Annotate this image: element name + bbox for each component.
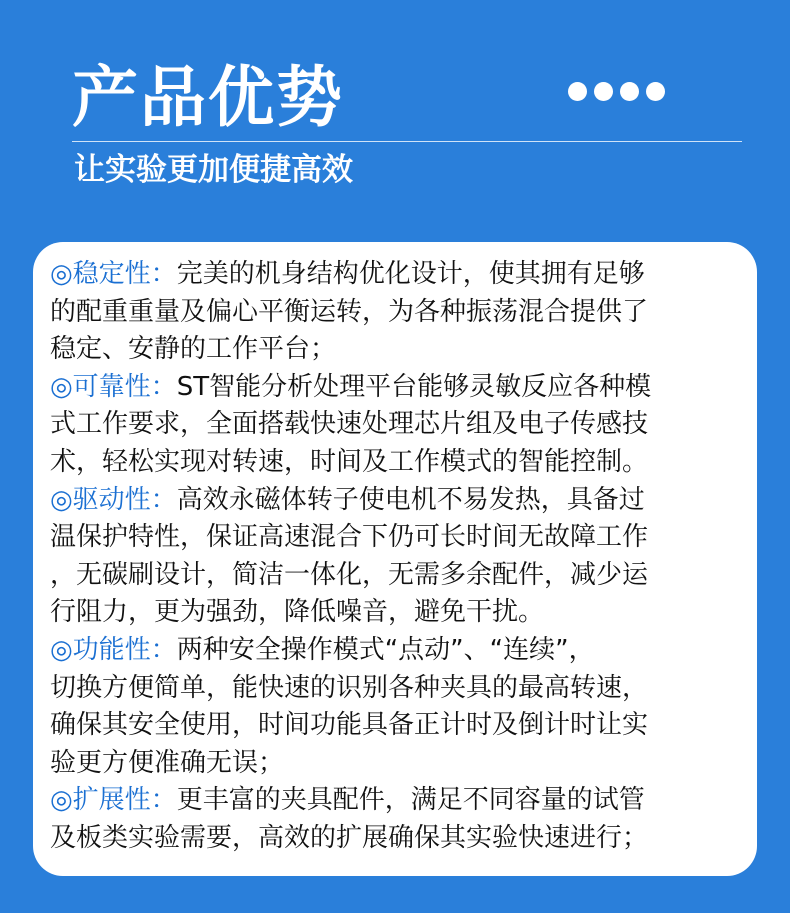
feature-line <box>50 782 740 820</box>
feature-text: 完美的机身结构优化设计，使其拥有足够 <box>176 259 645 289</box>
feature-label: ◎可靠性： <box>50 371 177 402</box>
feature-text: ST智能分析处理平台能够灵敏反应各种模 <box>176 371 652 402</box>
dot-icon <box>620 82 639 101</box>
feature-label: ◎功能性： <box>50 634 177 665</box>
dot-icon <box>594 82 613 101</box>
feature-reliability <box>50 369 740 482</box>
feature-label: ◎扩展性： <box>50 785 177 816</box>
feature-stability <box>50 256 740 369</box>
feature-text: 两种安全操作模式“点动”、“连续”， <box>176 634 595 665</box>
header-divider <box>72 141 742 142</box>
features-card <box>33 242 757 876</box>
feature-text: 确保其安全使用，时间功能具备正计时及倒计时让实 <box>50 710 649 741</box>
feature-text: 的配重重量及偏心平衡运转，为各种振荡混合提供了 <box>50 296 649 327</box>
feature-text: 行阻力，更为强劲，降低噪音，避免干扰。 <box>50 597 545 628</box>
feature-text: 高效永磁体转子使电机不易发热，具备过 <box>176 484 645 515</box>
feature-text: 更丰富的夹具配件，满足不同容量的试管 <box>176 785 645 816</box>
feature-label: ◎驱动性： <box>50 484 177 515</box>
feature-text: 及板类实验需要，高效的扩展确保其实验快速进行； <box>50 822 649 853</box>
dot-icon <box>646 82 665 101</box>
decorative-dots <box>568 82 665 101</box>
feature-line <box>50 369 740 407</box>
feature-text: 术，轻松实现对转速，时间及工作模式的智能控制。 <box>50 446 649 477</box>
page-title: 产品优势 <box>72 59 344 136</box>
feature-extensibility <box>50 782 740 857</box>
feature-text: 稳定、安静的工作平台； <box>50 334 337 365</box>
page-subtitle: 让实验更加便捷高效 <box>74 152 353 188</box>
feature-line <box>50 632 740 670</box>
feature-text: 切换方便简单，能快速的识别各种夹具的最高转速， <box>50 672 649 703</box>
feature-text: 验更方便准确无误； <box>50 747 285 778</box>
feature-text: 式工作要求，全面搭载快速处理芯片组及电子传感技 <box>50 409 649 440</box>
feature-drive <box>50 482 740 632</box>
feature-text: 温保护特性，保证高速混合下仍可长时间无故障工作 <box>50 522 649 553</box>
feature-label: ◎稳定性： <box>50 259 177 289</box>
feature-text: ，无碳刷设计，简洁一体化，无需多余配件，减少运 <box>50 559 649 590</box>
dot-icon <box>568 82 587 101</box>
features-list <box>50 256 740 858</box>
feature-line <box>50 482 740 520</box>
feature-function <box>50 632 740 782</box>
feature-line <box>50 256 740 294</box>
